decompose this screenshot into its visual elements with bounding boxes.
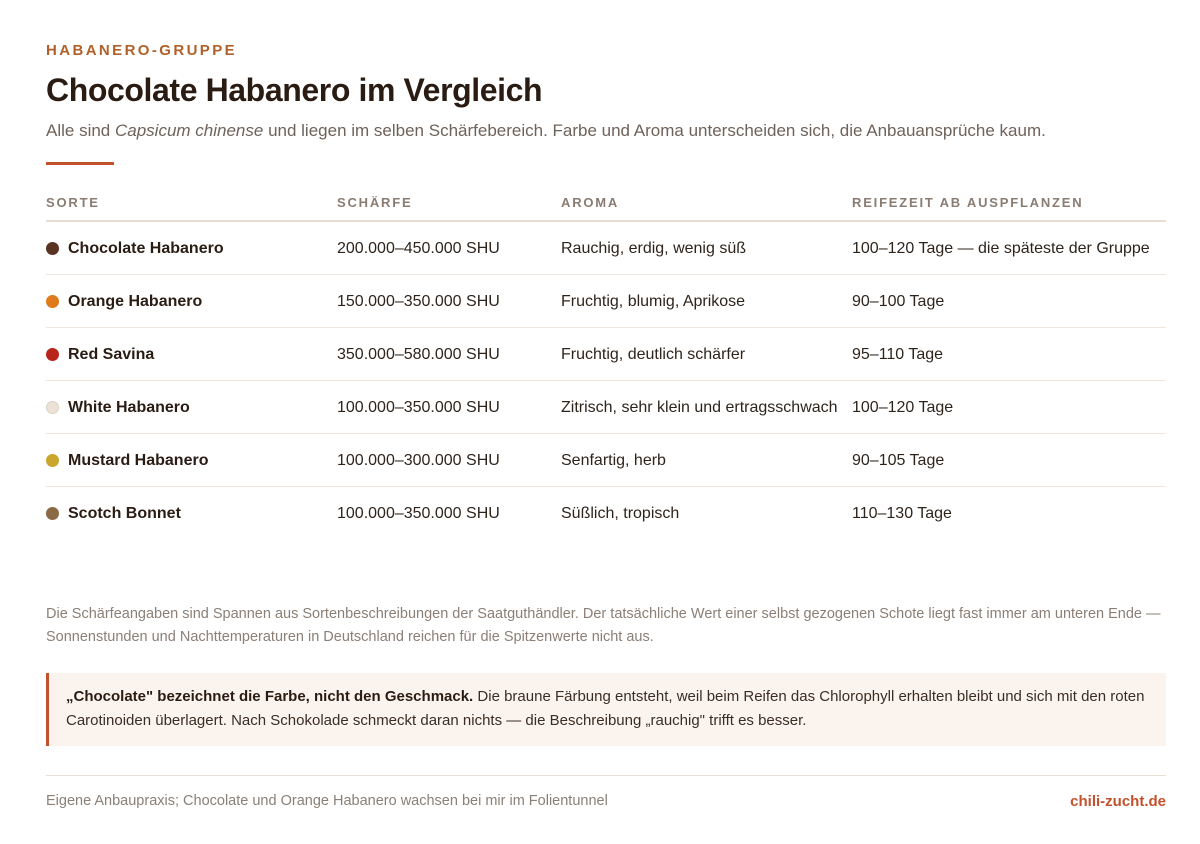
aroma-cell: Fruchtig, deutlich schärfer: [561, 346, 746, 363]
footer-divider: [46, 775, 1166, 776]
callout-strong: „Chocolate" bezeichnet die Farbe, nicht den Geschmack.: [66, 688, 474, 705]
ripening-cell: 90–105 Tage: [852, 452, 945, 469]
column-header-aroma: AROMA: [561, 194, 620, 210]
heat-cell: 350.000–580.000 SHU: [337, 346, 500, 363]
callout-text: Die braune Färbung entsteht, weil beim Reifen das Chlorophyll erhalten bleibt und sich mit den roten Carotinoiden überlagert. Nach Schokolade schmeckt daran nichts — die Beschreibung „rauchig" trifft es besser.: [66, 688, 1145, 729]
aroma-cell: Rauchig, erdig, wenig süß: [561, 240, 746, 257]
aroma-cell: Fruchtig, blumig, Aprikose: [561, 293, 746, 310]
subtitle-post: und liegen im selben Schärfebereich. Farbe und Aroma unterscheiden sich, die Anbauansprüche kaum.: [263, 121, 1046, 140]
table-body: [46, 222, 1166, 539]
table-row: [46, 434, 1166, 487]
variety-cell: [46, 289, 337, 314]
subtitle-pre: Alle sind: [46, 121, 115, 140]
color-dot: [46, 242, 59, 255]
color-dot: [46, 295, 59, 308]
aroma-cell: Zitrisch, sehr klein und ertragsschwach: [561, 399, 838, 416]
heat-note: Die Schärfeangaben sind Spannen aus Sortenbeschreibungen der Saatguthändler. Der tatsächliche Wert einer selbst gezogenen Schote liegt fast immer am unteren Ende — Sonnenstunden und Nachttemperaturen in Deutschland reichen für die Spitzenwerte nicht aus.: [46, 606, 1161, 645]
accent-rule: [46, 162, 114, 165]
column-header-schaerfe: SCHÄRFE: [337, 194, 413, 210]
variety-cell: [46, 342, 337, 367]
source-note: Eigene Anbaupraxis; Chocolate und Orange Habanero wachsen bei mir im Folientunnel: [46, 793, 608, 809]
table-row: [46, 328, 1166, 381]
eyebrow: HABANERO-GRUPPE: [46, 42, 238, 59]
subtitle: [46, 121, 1046, 141]
variety-cell: [46, 448, 337, 473]
variety-cell: [46, 236, 337, 261]
subtitle-species: Capsicum chinense: [114, 121, 264, 140]
ripening-cell: 90–100 Tage: [852, 293, 945, 310]
page-title: Chocolate Habanero im Vergleich: [46, 72, 543, 108]
variety-cell: [46, 501, 337, 526]
color-dot: [46, 507, 59, 520]
aroma-cell: Süßlich, tropisch: [561, 505, 680, 522]
callout-box: [46, 673, 1166, 746]
comparison-table: [46, 184, 1166, 539]
heat-cell: 200.000–450.000 SHU: [337, 240, 500, 257]
table-row: [46, 222, 1166, 275]
heat-cell: 100.000–300.000 SHU: [337, 452, 500, 469]
ripening-cell: 100–120 Tage — die späteste der Gruppe: [852, 240, 1150, 257]
variety-name: Orange Habanero: [68, 293, 203, 310]
heat-cell: 100.000–350.000 SHU: [337, 505, 500, 522]
table-row: [46, 381, 1166, 434]
brand-link[interactable]: chili-zucht.de: [1070, 793, 1166, 810]
heat-cell: 150.000–350.000 SHU: [337, 293, 500, 310]
variety-name: Chocolate Habanero: [68, 240, 224, 257]
color-dot: [46, 348, 59, 361]
variety-name: Red Savina: [68, 346, 155, 363]
variety-name: Mustard Habanero: [68, 452, 209, 469]
variety-name: Scotch Bonnet: [68, 505, 181, 522]
ripening-cell: 95–110 Tage: [852, 346, 944, 363]
color-dot: [46, 454, 59, 467]
column-header-reifezeit: REIFEZEIT AB AUSPFLANZEN: [852, 194, 1084, 210]
color-dot: [46, 401, 59, 414]
table-row: [46, 487, 1166, 539]
variety-cell: [46, 395, 337, 420]
variety-name: White Habanero: [68, 399, 190, 416]
table-row: [46, 275, 1166, 328]
heat-cell: 100.000–350.000 SHU: [337, 399, 500, 416]
column-header-sorte: SORTE: [46, 194, 100, 210]
ripening-cell: 100–120 Tage: [852, 399, 954, 416]
table-header: [46, 184, 1166, 222]
ripening-cell: 110–130 Tage: [852, 505, 952, 522]
aroma-cell: Senfartig, herb: [561, 452, 666, 469]
